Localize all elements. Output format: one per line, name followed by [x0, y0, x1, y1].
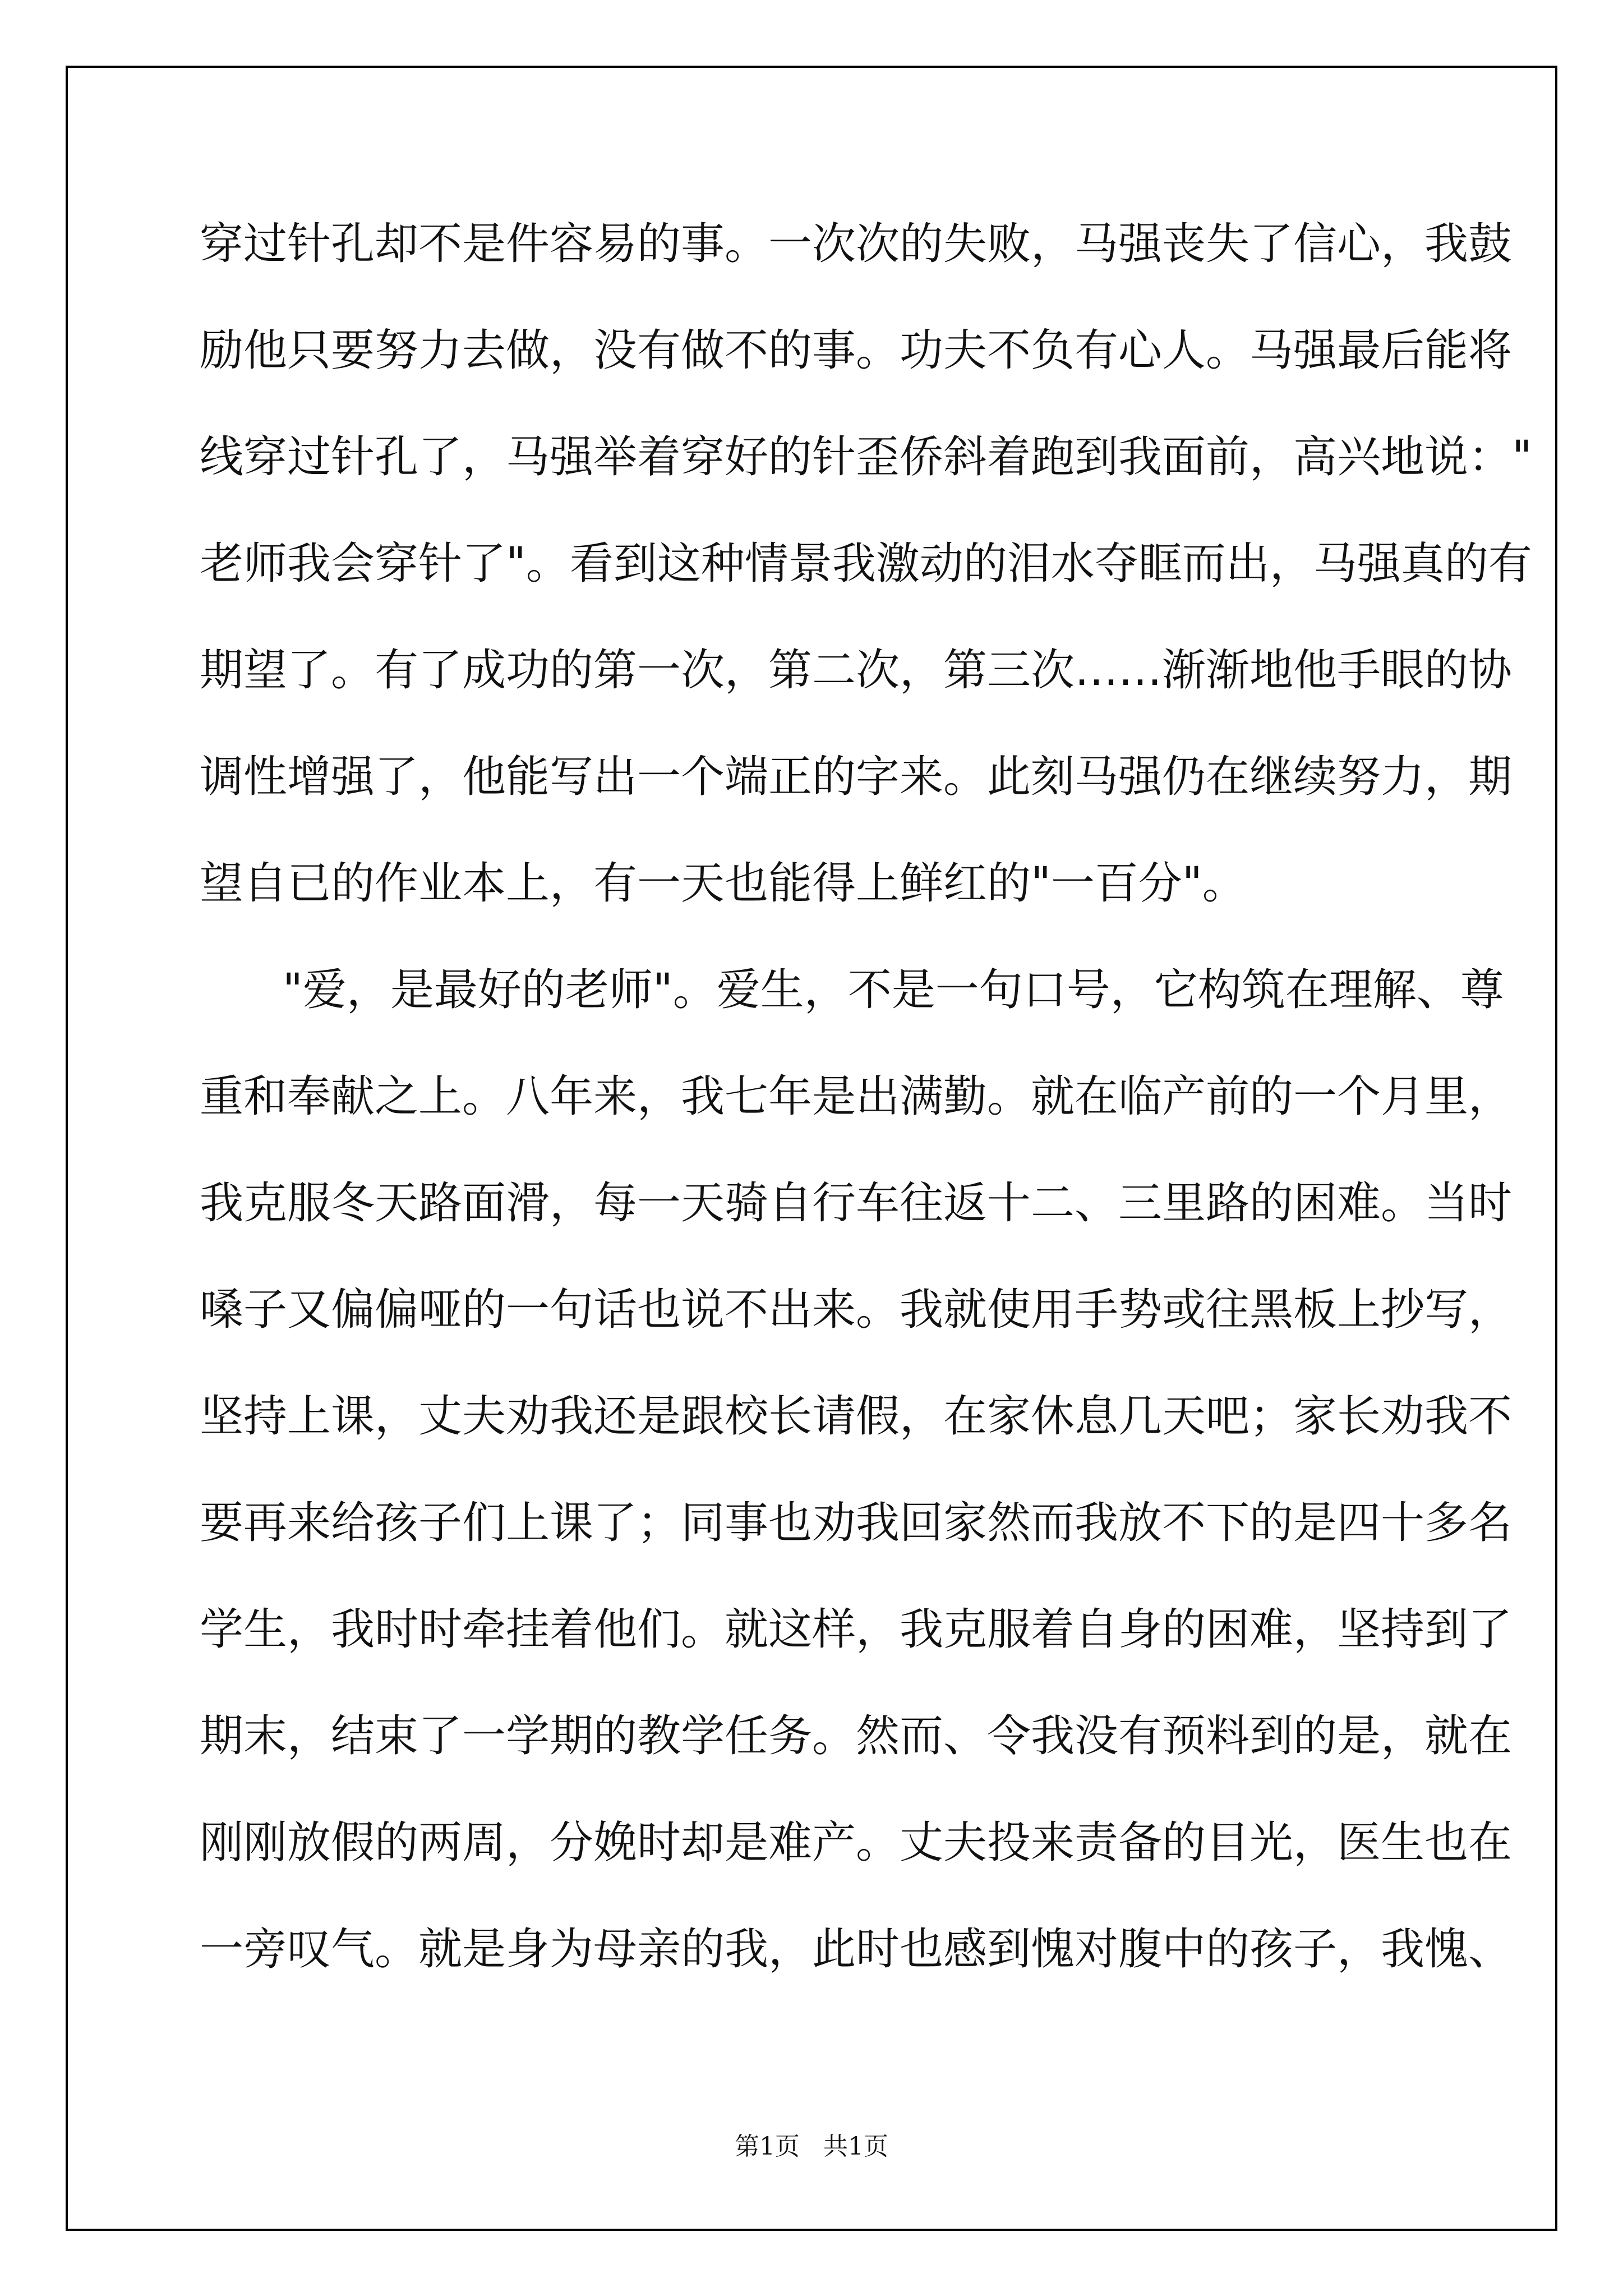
- text-line: 老师我会穿针了"。看到这种情景我激动的泪水夺眶而出，马强真的有: [200, 539, 1532, 589]
- text-line: 嗓子又偏偏哑的一句话也说不出来。我就使用手势或往黑板上抄写，: [200, 1285, 1513, 1335]
- text-line: 调性增强了，他能写出一个端正的字来。此刻马强仍在继续努力，期: [200, 752, 1513, 802]
- text-line: 线穿过针孔了，马强举着穿好的针歪侨斜着跑到我面前，高兴地说：": [200, 432, 1532, 482]
- paragraph-2: [200, 937, 1513, 2003]
- text-line: 穿过针孔却不是件容易的事。一次次的失败，马强丧失了信心，我鼓: [200, 219, 1513, 269]
- text-line: 期末，结束了一学期的教学任务。然而、令我没有预料到的是，就在: [200, 1711, 1513, 1761]
- text-line: 刚刚放假的两周，分娩时却是难产。丈夫投来责备的目光，医生也在: [200, 1818, 1513, 1868]
- text-line: 学生，我时时牵挂着他们。就这样，我克服着自身的困难，坚持到了: [200, 1604, 1513, 1655]
- document-body: [200, 191, 1532, 2003]
- page-number-footer: 第1页 共1页: [735, 2132, 888, 2161]
- text-line: 期望了。有了成功的第一次，第二次，第三次……渐渐地他手眼的协: [200, 645, 1513, 696]
- text-line: 要再来给孩子们上课了；同事也劝我回家然而我放不下的是四十多名: [200, 1498, 1513, 1548]
- text-line: 望自已的作业本上，有一天也能得上鲜红的"一百分"。: [200, 858, 1246, 909]
- paragraph-1: [200, 191, 1532, 937]
- text-line: 重和奉献之上。八年来，我七年是出满勤。就在临产前的一个月里，: [200, 1071, 1513, 1122]
- text-line: 坚持上课，丈夫劝我还是跟校长请假，在家休息几天吧；家长劝我不: [200, 1391, 1513, 1442]
- text-line: "爱，是最好的老师"。爱生，不是一句口号，它构筑在理解、尊: [283, 965, 1504, 1015]
- text-line: 我克服冬天路面滑，每一天骑自行车往返十二、三里路的困难。当时: [200, 1178, 1513, 1228]
- text-line: 励他只要努力去做，没有做不的事。功夫不负有心人。马强最后能将: [200, 325, 1513, 376]
- text-line: 一旁叹气。就是身为母亲的我，此时也感到愧对腹中的孩子，我愧、: [200, 1924, 1513, 1975]
